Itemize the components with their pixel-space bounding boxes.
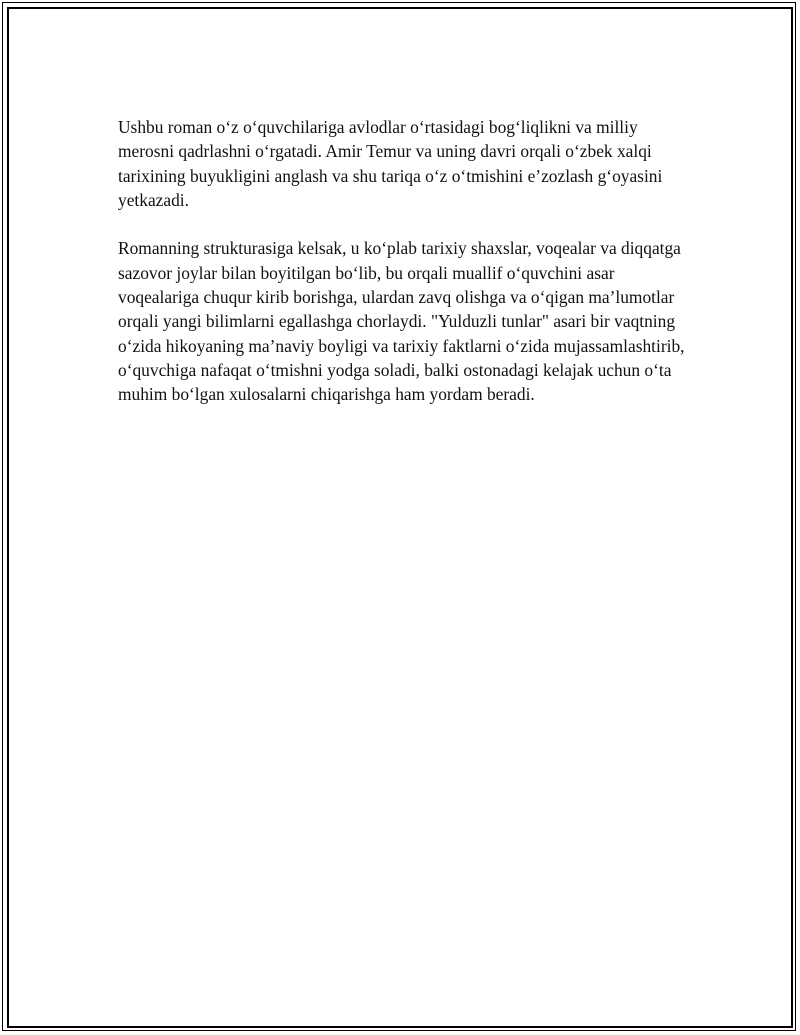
paragraph-1: Ushbu roman o‘z o‘quvchilariga avlodlar o‘rtasidagi bog‘liqlikni va milliy merosni qadrlashni o‘rgatadi. Amir Temur va uning davri orqali o‘zbek xalqi tarixining buyukligini anglash va shu tariqa o‘z o‘tmishini e’zozlash g‘oyasini yetkazadi.: [118, 117, 663, 210]
document-body: [118, 115, 698, 431]
paragraph-2: Romanning strukturasiga kelsak, u ko‘plab tarixiy shaxslar, voqealar va diqqatga sazovor joylar bilan boyitilgan bo‘lib, bu orqali muallif o‘quvchini asar voqealariga chuqur kirib borishga, ulardan zavq olishga va o‘qigan ma’lumotlar orqali yangi bilimlarni egallashga chorlaydi. "Yulduzli tunlar" asari bir vaqtning o‘zida hikoyaning ma’naviy boyligi va tarixiy faktlarni o‘zida mujassamlashtirib, o‘quvchiga nafaqat o‘tmishni yodga soladi, balki ostonadagi kelajak uchun o‘ta muhim bo‘lgan xulosalarni chiqarishga ham yordam beradi.: [118, 238, 685, 405]
